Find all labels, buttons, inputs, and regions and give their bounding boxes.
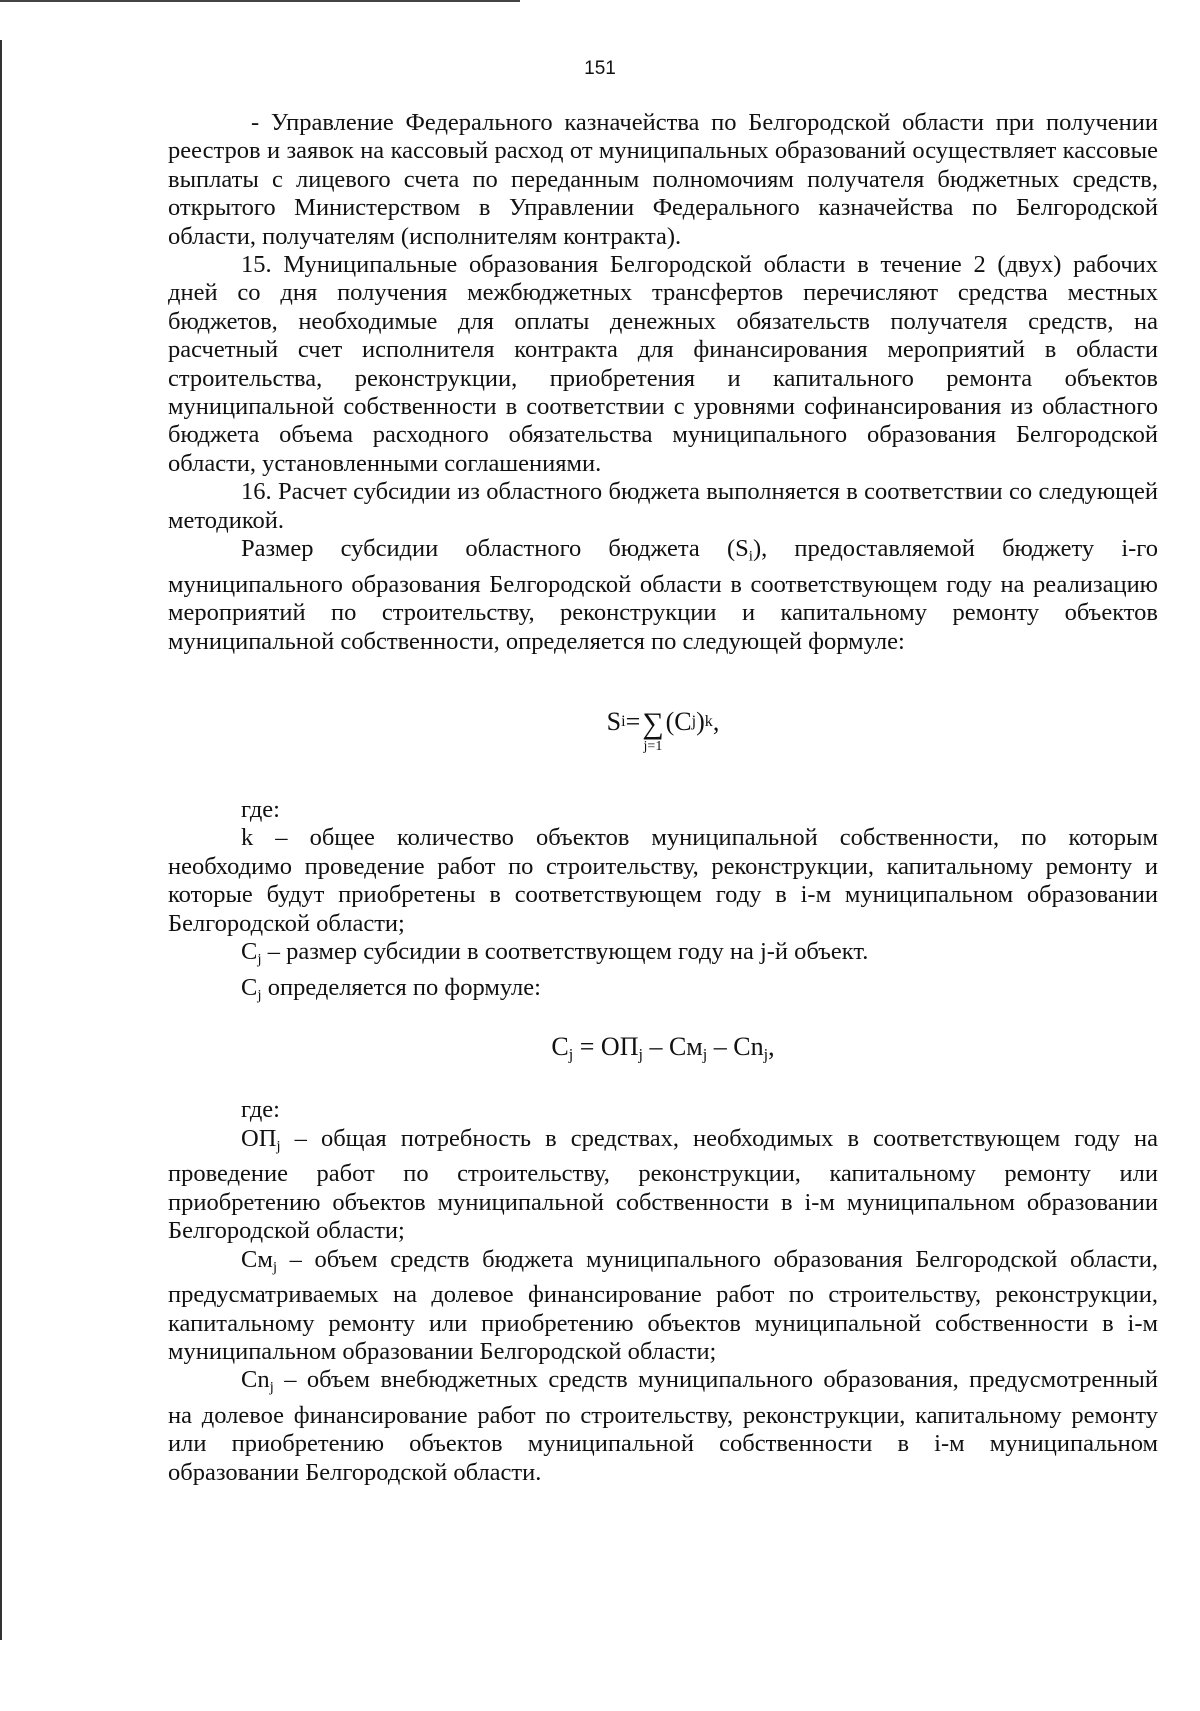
sum-operator xyxy=(642,706,664,755)
formula-subsidy xyxy=(168,678,1158,766)
sm-subscript: j xyxy=(272,1257,278,1275)
f2-cn-subscript: j xyxy=(763,1046,769,1064)
formula-close: ) xyxy=(696,706,705,736)
cn-subscript: j xyxy=(269,1378,274,1396)
definition-cn xyxy=(168,1366,1158,1487)
f2-c: C xyxy=(551,1032,569,1062)
cj-subscript: j xyxy=(257,950,262,968)
formula-cj xyxy=(168,1033,1158,1070)
f2-sm: – См xyxy=(642,1032,703,1062)
paragraph-subsidy-size xyxy=(168,535,1158,656)
op-term: ОП xyxy=(241,1124,277,1152)
formula-c-subscript: j xyxy=(691,712,697,730)
formula-trail: , xyxy=(712,706,720,736)
op-subscript: j xyxy=(276,1136,281,1154)
document-body xyxy=(168,109,1158,1487)
definition-op xyxy=(168,1125,1158,1246)
op-text: – общая потребность в средствах, необходимых в соответствующем году на проведение работ по строительству, реконструкции, капитальному ремонту или приобретению объектов муниципальной собственности в i-м муниципальном образовании Белгородской области; xyxy=(168,1124,1158,1245)
subsidy-size-text-start: Размер субсидии областного бюджета (S xyxy=(241,535,749,563)
cj-text: – размер субсидии в соответствующем году на j-й объект. xyxy=(261,938,869,965)
formula-power: k xyxy=(704,712,713,730)
paragraph-15: 15. Муниципальные образования Белгородской области в течение 2 (двух) рабочих дней со дня получения межбюджетных трансфертов перечисляют средства местных бюджетов, необходимые для оплаты денежных обязательств получателя средств, на расчетный счет исполнителя контракта для финансирования мероприятий в области строительства, реконструкции, приобретения и капитального ремонта объектов муниципальной собственности в соответствии с уровнями софинансирования из областного бюджета объема расходного обязательства муниципального образования Белгородской области, установленными соглашениями. xyxy=(168,251,1158,477)
f2-trail: , xyxy=(768,1032,775,1062)
sm-text: – объем средств бюджета муниципального образования Белгородской области, предусматриваемых на долевое финансирование работ по строительству, реконструкции, капитальному ремонту или приобретению объектов муниципальной собственности в i-м муниципальном образовании Белгородской области; xyxy=(168,1245,1158,1365)
cj-intro-term: C xyxy=(241,973,258,1001)
subsidy-size-subscript: i xyxy=(748,547,753,565)
cn-term: Сn xyxy=(241,1366,270,1394)
paragraph-treasury: - Управление Федерального казначейства по Белгородской области при получении реестров и заявок на кассовый расход от муниципальных образований осуществляет кассовые выплаты с лицевого счета по переданным полномочиям получателя бюджетных средств, открытого Министерством в Управлении Федерального казначейства по Белгородской области, получателям (исполнителям контракта). xyxy=(168,109,1158,250)
definition-k: k – общее количество объектов муниципальной собственности, по которым необходимо проведение работ по строительству, реконструкции, капитальному ремонту и которые будут приобретены в соответствующем году в i-м муниципальном образовании Белгородской области; xyxy=(168,824,1158,937)
cj-formula-intro xyxy=(168,974,1158,1010)
formula-s-subscript: i xyxy=(621,712,626,730)
scan-edge-left xyxy=(0,40,2,1640)
formula-equals: = xyxy=(625,706,641,736)
where-label-2: где: xyxy=(241,1096,280,1124)
cj-intro-text: определяется по формуле: xyxy=(261,973,541,1001)
definition-cj xyxy=(168,938,1158,974)
f2-op-subscript: j xyxy=(638,1046,643,1064)
sm-term: См xyxy=(241,1245,273,1273)
definition-sm xyxy=(168,1246,1158,1367)
page-number: 151 xyxy=(584,58,616,79)
formula-s: S xyxy=(606,706,622,736)
paragraph-16: 16. Расчет субсидии из областного бюджета выполняется в соответствии со следующей методикой. xyxy=(168,478,1158,534)
cj-term: C xyxy=(241,938,258,965)
where-label-1: где: xyxy=(241,795,280,823)
f2-cn: – Сn xyxy=(707,1032,764,1062)
subsidy-size-text-end: ), предоставляемой бюджету i-го муниципального образования Белгородской области в соответствующем году на реализацию мероприятий по строительству, реконструкции и капитальному ремонту объектов муниципальной собственности, определяется по следующей формуле: xyxy=(168,535,1158,655)
formula-c-open: (C xyxy=(665,706,692,736)
cj-intro-subscript: j xyxy=(257,985,262,1003)
sum-lower-limit: j=1 xyxy=(643,738,663,754)
cn-text: – объем внебюджетных средств муниципального образования, предусмотренный на долевое финансирование работ по строительству, реконструкции, капитальному ремонту или приобретению объектов муниципальной собственности в i-м муниципальном образовании Белгородской области. xyxy=(168,1366,1158,1486)
scan-edge-top xyxy=(0,0,520,2)
f2-c-subscript: j xyxy=(568,1046,574,1064)
sum-sign: ∑ xyxy=(642,706,664,740)
f2-sm-subscript: j xyxy=(702,1046,708,1064)
f2-op: = ОП xyxy=(573,1032,639,1062)
